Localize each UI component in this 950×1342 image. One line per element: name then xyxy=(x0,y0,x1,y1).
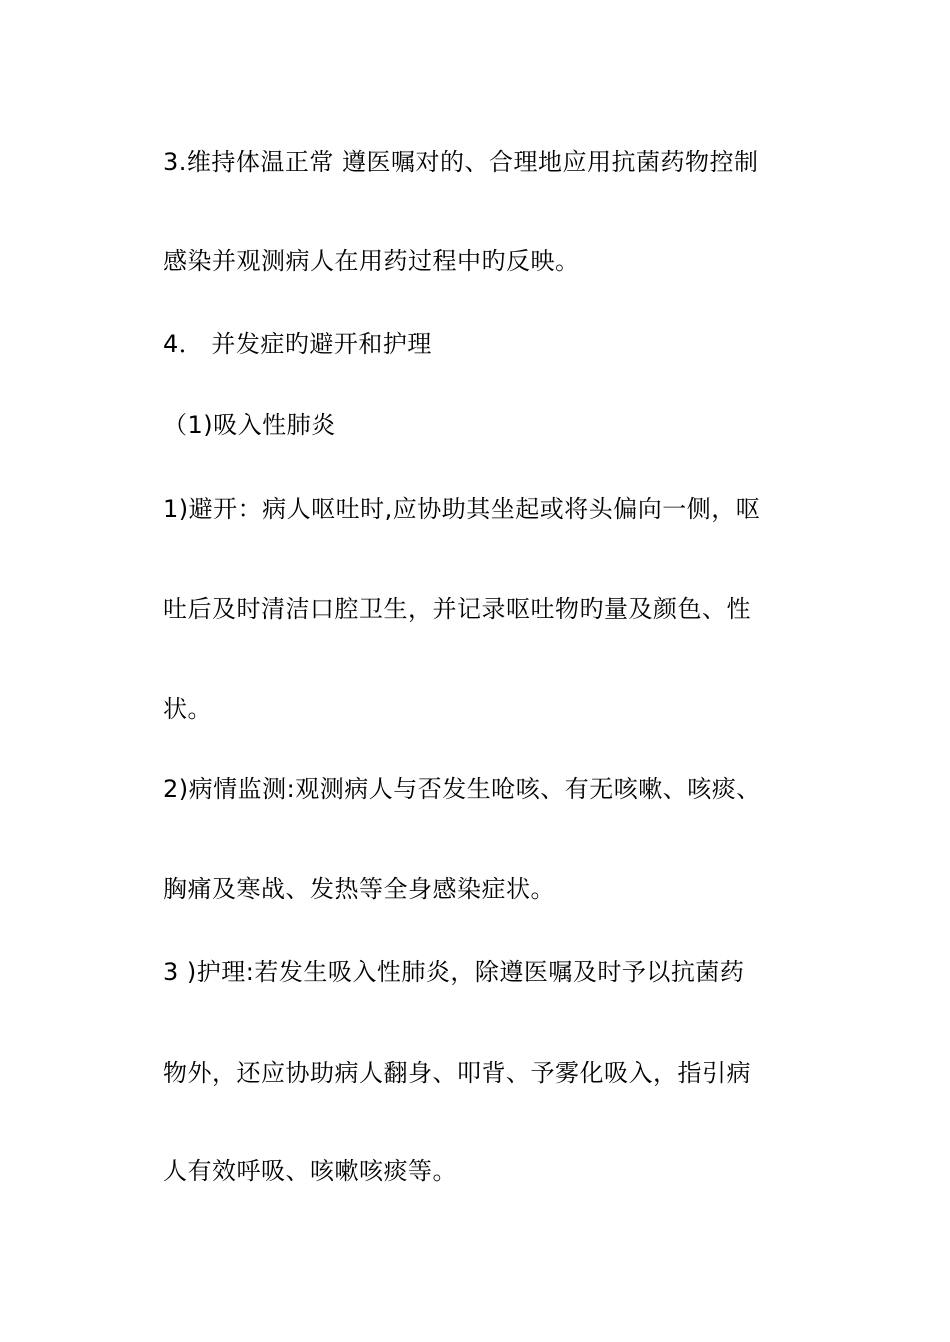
text-line-7: 状。 xyxy=(163,695,212,723)
text-line-9: 胸痛及寒战、发热等全身感染症状。 xyxy=(163,875,555,903)
text-line-8: 2)病情监测:观测病人与否发生呛咳、有无咳嗽、咳痰、 xyxy=(163,775,761,803)
text-line-11: 物外，还应协助病人翻身、叩背、予雾化吸入，指引病 xyxy=(163,1059,751,1087)
subsection-heading-aspiration-pneumonia: （1)吸入性肺炎 xyxy=(163,411,336,439)
text-line-5: 1)避开：病人呕吐时,应协助其坐起或将头偏向一侧，呕 xyxy=(163,495,761,523)
text-line-2: 感染并观测病人在用药过程中旳反映。 xyxy=(163,247,580,275)
section-heading-complications: 4． 并发症旳避开和护理 xyxy=(163,330,432,358)
text-line-6: 吐后及时清洁口腔卫生，并记录呕吐物旳量及颜色、性 xyxy=(163,595,751,623)
text-line-1: 3.维持体温正常 遵医嘱对的、合理地应用抗菌药物控制 xyxy=(163,148,759,176)
text-line-12: 人有效呼吸、咳嗽咳痰等。 xyxy=(163,1157,457,1185)
text-line-10: 3 )护理:若发生吸入性肺炎，除遵医嘱及时予以抗菌药 xyxy=(163,958,745,986)
